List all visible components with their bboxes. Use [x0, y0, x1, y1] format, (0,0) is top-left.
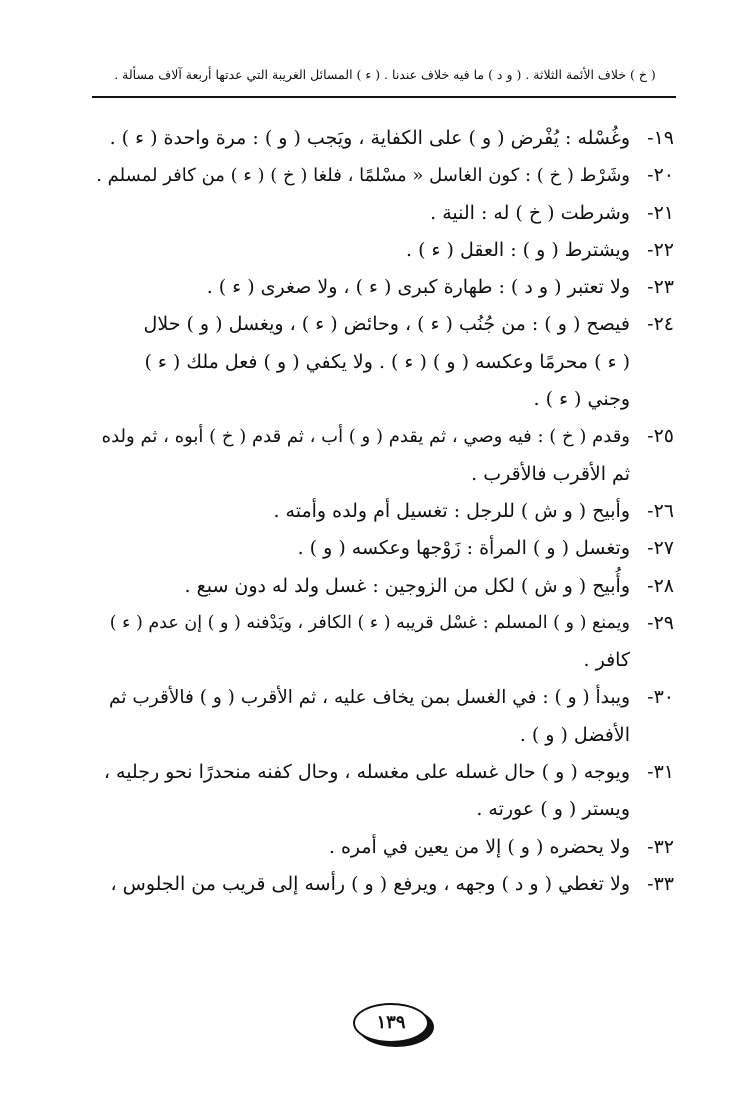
numbered-item	[96, 232, 674, 269]
numbered-item	[96, 829, 674, 866]
item-text-line: وغُسْله : يُفْرض ( و ) على الكفاية ، ويَجب ( و ) : مرة واحدة ( ء ) .	[109, 127, 630, 149]
header-divider	[92, 96, 676, 98]
numbered-item	[96, 866, 674, 903]
item-number: ٢٩-	[647, 611, 674, 634]
item-number: ٢٥-	[647, 425, 674, 448]
page-body	[96, 120, 674, 903]
numbered-item	[96, 679, 674, 754]
page-header-legend: ( خ ) خلاف الأئمة الثلاثة . ( و د ) ما فيه خلاف عندنا . ( ء ) المسائل الغريبة التي عدتها أربعة آلاف مسألة .	[114, 67, 656, 82]
numbered-item	[96, 605, 674, 680]
item-text-line: وتغسل ( و ) المرأة : زَوْجها وعكسه ( و ) .	[297, 537, 630, 560]
item-number: ٢٧-	[647, 537, 674, 560]
page-number-badge	[353, 1003, 433, 1047]
item-number: ٢١-	[647, 201, 674, 224]
numbered-item	[96, 568, 674, 605]
item-number: ٢٠-	[647, 164, 674, 187]
item-text-line: ويشترط ( و ) : العقل ( ء ) .	[406, 238, 630, 261]
item-text-line: ويوجه ( و ) حال غسله على مغسله ، وحال كفنه منحدرًا نحو رجليه ،	[103, 761, 630, 784]
item-number: ٢٢-	[647, 238, 674, 261]
numbered-item	[96, 120, 674, 157]
numbered-item	[96, 306, 674, 418]
numbered-item	[96, 269, 674, 306]
item-number: ٣١-	[647, 761, 674, 784]
item-text-line: ولا يحضره ( و ) إلا من يعين في أمره .	[328, 835, 630, 858]
item-text-line: وقدم ( خ ) : فيه وصي ، ثم يقدم ( و ) أب ، ثم قدم ( خ ) أبوه ، ثم ولده	[101, 426, 630, 448]
numbered-item	[96, 493, 674, 530]
item-text-line: وجني ( ء ) .	[533, 388, 630, 411]
item-text-line: وشرطت ( خ ) له : النية .	[430, 201, 630, 224]
item-number: ٣٠-	[647, 686, 674, 709]
item-number: ٢٤-	[647, 313, 674, 336]
item-number: ١٩-	[647, 127, 674, 149]
item-text-line: ويبدأ ( و ) : في الغسل بمن يخاف عليه ، ثم الأقرب ( و ) فالأقرب ثم	[109, 687, 630, 709]
item-text-line: وأُبيح ( و ش ) لكل من الزوجين : غسل ولد له دون سبع .	[184, 574, 630, 597]
numbered-item	[96, 418, 674, 493]
item-number: ٢٣-	[647, 276, 674, 299]
item-text-line: فيصح ( و ) : من جُنُب ( ء ) ، وحائض ( ء ) ، ويغسل ( و ) حلال	[143, 313, 630, 336]
item-text-line: كافر .	[583, 649, 630, 672]
item-text-line: وشَرْط ( خ ) : كون الغاسل « مسْلمًا ، فلغا ( خ ) ( ء ) من كافر لمسلم .	[96, 165, 630, 187]
numbered-item	[96, 754, 674, 829]
item-text-line: ولا تعتبر ( و د ) : طهارة كبرى ( ء ) ، ولا صغرى ( ء ) .	[206, 276, 630, 299]
item-text-line: ويستر ( و ) عورته .	[476, 798, 630, 821]
item-text-line: ( ء ) محرمًا وعكسه ( و ) ( ء ) . ولا يكفي ( و ) فعل ملك ( ء )	[144, 350, 630, 373]
item-number: ٢٦-	[647, 499, 674, 522]
item-text-line: الأفضل ( و ) .	[519, 723, 630, 746]
page-number: ١٣٩	[376, 1012, 406, 1033]
item-text-line: ويمنع ( و ) المسلم : غسْل قريبه ( ء ) الكافر ، ويَدْفنه ( و ) إن عدم ( ء )	[109, 612, 630, 633]
numbered-item	[96, 195, 674, 232]
item-number: ٢٨-	[647, 574, 674, 597]
numbered-item	[96, 157, 674, 194]
item-number: ٣٣-	[647, 872, 674, 895]
numbered-item	[96, 530, 674, 567]
item-number: ٣٢-	[647, 835, 674, 858]
item-text-line: ثم الأقرب فالأقرب .	[471, 462, 630, 485]
item-text-line: ولا تغطي ( و د ) وجهه ، ويرفع ( و ) رأسه إلى قريب من الجلوس ،	[110, 872, 630, 895]
item-text-line: وأبيح ( و ش ) للرجل : تغسيل أم ولده وأمته .	[273, 499, 630, 522]
